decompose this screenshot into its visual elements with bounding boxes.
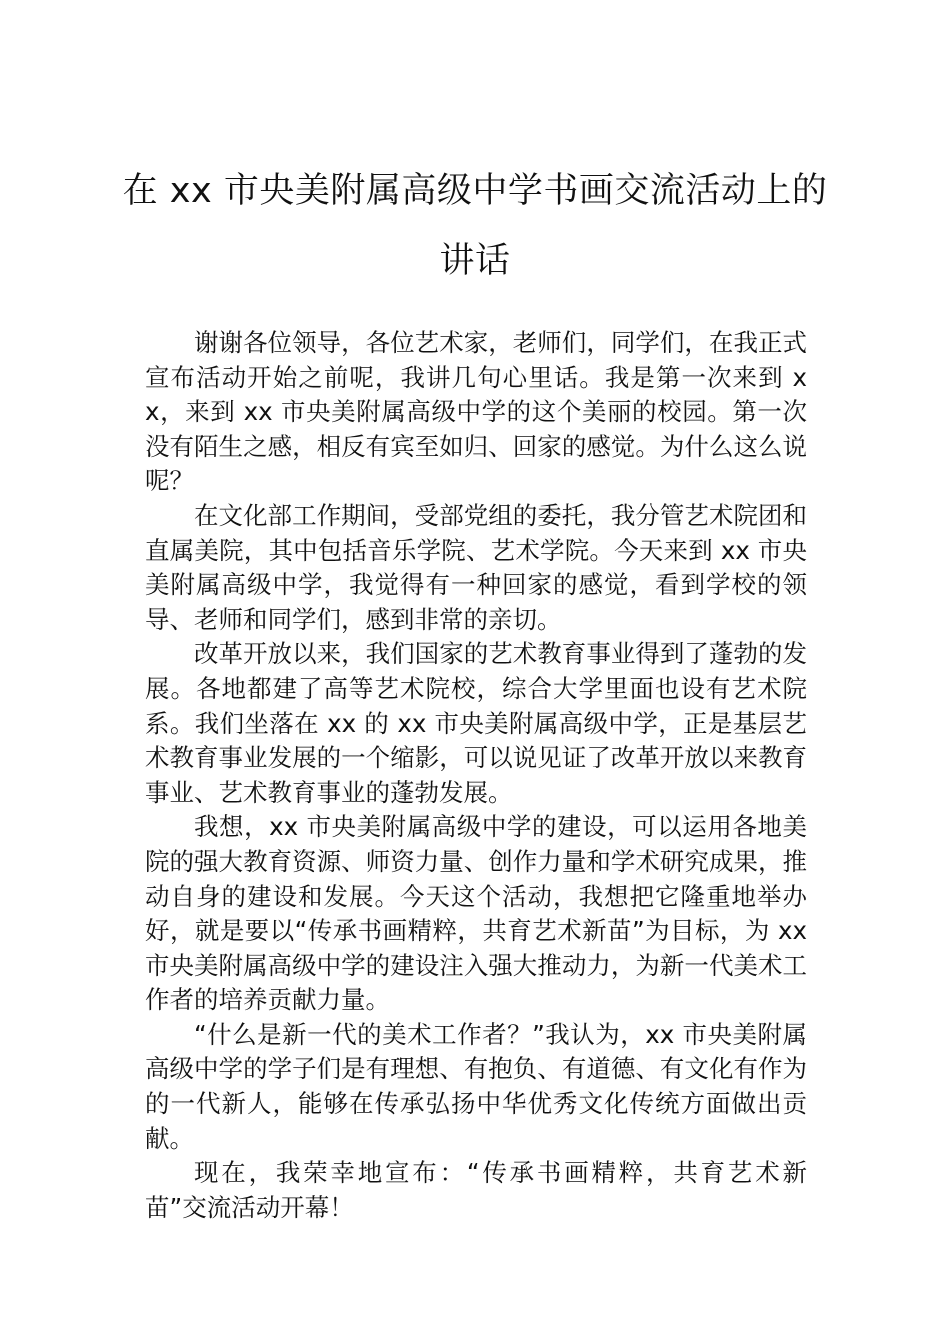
paragraph-5: “什么是新一代的美术工作者？”我认为，xx 市央美附属高级中学的学子们是有理想、有抱负、有道德、有文化有作为的一代新人，能够在传承弘扬中华优秀文化传统方面做出贡献。 xyxy=(145,1019,807,1153)
paragraph-6: 现在，我荣幸地宣布：“传承书画精粹，共育艺术新苗”交流活动开幕！ xyxy=(145,1158,807,1222)
paragraph-1: 谢谢各位领导，各位艺术家，老师们，同学们，在我正式宣布活动开始之前呢，我讲几句心里话。我是第一次来到 xx，来到 xx 市央美附属高级中学的这个美丽的校园。第一次没有陌生之感，相反有宾至如归、回家的感觉。为什么这么说呢？ xyxy=(145,328,807,496)
document-title: 在 xx 市央美附属高级中学书画交流活动上的讲话 xyxy=(122,171,828,281)
document-body xyxy=(145,326,807,1225)
paragraph-4: 我想，xx 市央美附属高级中学的建设，可以运用各地美院的强大教育资源、师资力量、创作力量和学术研究成果，推动自身的建设和发展。今天这个活动，我想把它隆重地举办好，就是要以“传承书画精粹，共育艺术新苗”为目标，为 xx 市央美附属高级中学的建设注入强大推动力，为新一代美术工作者的培养贡献力量。 xyxy=(145,812,807,1015)
paragraph-3: 改革开放以来，我们国家的艺术教育事业得到了蓬勃的发展。各地都建了高等艺术院校，综合大学里面也设有艺术院系。我们坐落在 xx 的 xx 市央美附属高级中学，正是基层艺术教育事业发展的一个缩影，可以说见证了改革开放以来教育事业、艺术教育事业的蓬勃发展。 xyxy=(145,639,807,807)
paragraph-2: 在文化部工作期间，受部党组的委托，我分管艺术院团和直属美院，其中包括音乐学院、艺术学院。今天来到 xx 市央美附属高级中学，我觉得有一种回家的感觉，看到学校的领导、老师和同学们，感到非常的亲切。 xyxy=(145,500,807,634)
